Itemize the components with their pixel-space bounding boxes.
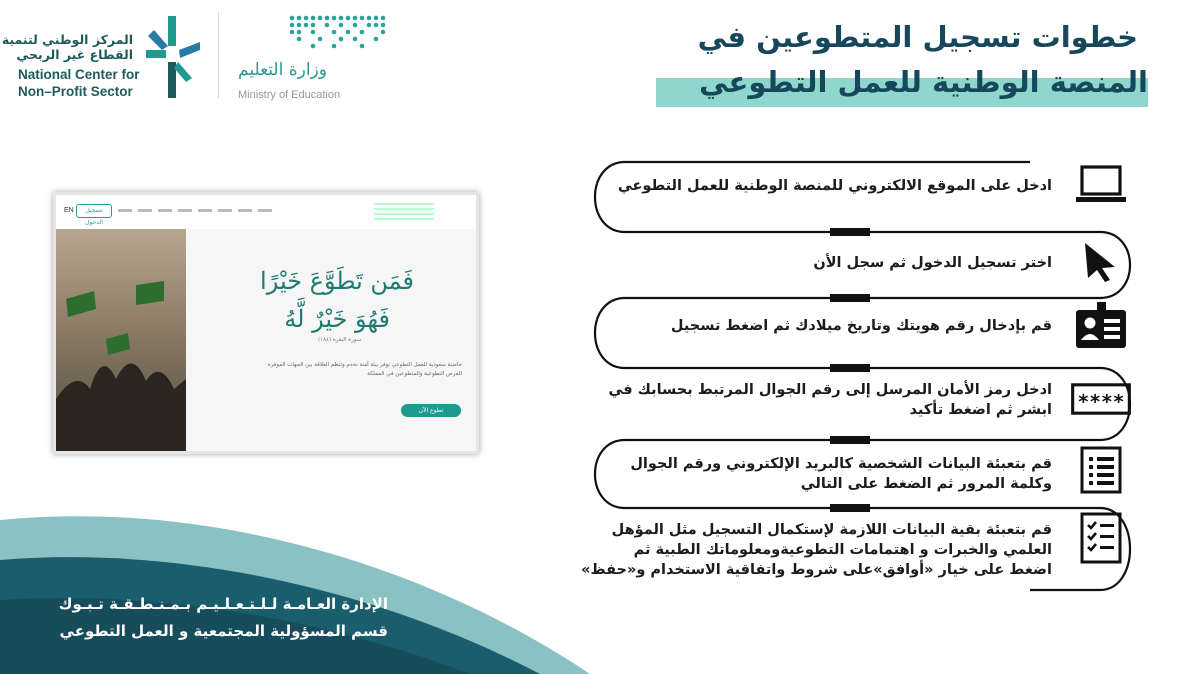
mock-nav-links	[118, 209, 278, 212]
step-2-text: اختر تسجيل الدخول ثم سجل الأن	[813, 255, 1052, 271]
mock-hero-photo	[56, 229, 186, 454]
cursor-icon	[1070, 236, 1132, 286]
footer-line-2: قسم المسؤولية المجتمعية و العمل التطوعي	[59, 622, 388, 640]
moe-arabic-name: وزارة التعليم	[238, 60, 327, 80]
page-title-line2: المنصة الوطنية للعمل التطوعي	[699, 65, 1148, 99]
ncnp-emblem-icon	[146, 16, 200, 98]
checklist-icon	[1070, 513, 1132, 563]
step-3-text: قم بإدخال رقم هويتك وتاريخ ميلادك ثم اضغط تسجيل	[670, 318, 1052, 334]
ncnp-arabic-name: المركز الوطني لتنمية القطاع غير الربحي	[1, 32, 133, 62]
footer-line-1: الإدارة العـامـة لـلـتـعـلـيـم بـمـنـطـقـة تـبـوك	[58, 595, 388, 613]
laptop-icon	[1070, 160, 1132, 210]
mock-headline-2: فَهُوَ خَيْرٌ لَّهُ	[284, 305, 390, 333]
id-card-icon	[1070, 301, 1132, 351]
mock-description: حاضنة سعودية للعمل التطوعي توفر بيئة آمنة تخدم وتنظم العلاقة بين الجهات الموفرة للفرص التطوعية والمتطوعين في المملكة	[267, 362, 462, 377]
step-4-text: ادخل رمز الأمان المرسل إلى رقم الجوال المرتبط بحسابك في ابشر ثم اضغط تأكيد	[608, 382, 1052, 418]
platform-screenshot	[53, 192, 479, 454]
ncnp-english-name: National Center for Non–Profit Sector	[18, 67, 140, 99]
mock-lang-link: EN	[64, 207, 74, 214]
step-1-text: ادخل على الموقع الالكتروني للمنصة الوطنية للعمل التطوعي	[617, 178, 1052, 194]
mock-login-button: تسجيل الدخول	[76, 204, 112, 218]
form-list-icon	[1070, 445, 1132, 495]
mock-verse-ref: سورة البقرة (١٨٤)	[318, 337, 362, 343]
page-title-line1: خطوات تسجيل المتطوعين في	[697, 20, 1138, 54]
moe-english-name: Ministry of Education	[238, 89, 341, 101]
mock-headline-1: فَمَن تَطَوَّعَ خَيْرًا	[260, 267, 414, 295]
step-6-text: قم بتعبئة بقية البيانات اللازمة لإستكمال التسجيل مثل المؤهل العلمي والخبرات و اهتمامات التطوعيةومعلوماتك الطبية ثم اضغط على خيار «أوافق»على شروط واتفاقية الاستخدام و«حفظ»	[581, 522, 1052, 578]
mock-navbar	[56, 195, 476, 230]
moe-dots-emblem-icon	[288, 12, 392, 52]
logo-divider	[218, 12, 219, 98]
step-5-text: قم بتعبئة البيانات الشخصية كالبريد الإلكتروني ورقم الجوال وكلمة المرور ثم الضغط على التالي	[630, 456, 1052, 492]
mock-logo	[374, 203, 434, 221]
mock-volunteer-button: تطوع الآن	[401, 404, 461, 417]
svg-text:****: ****	[1077, 390, 1125, 414]
password-icon	[1070, 374, 1132, 424]
